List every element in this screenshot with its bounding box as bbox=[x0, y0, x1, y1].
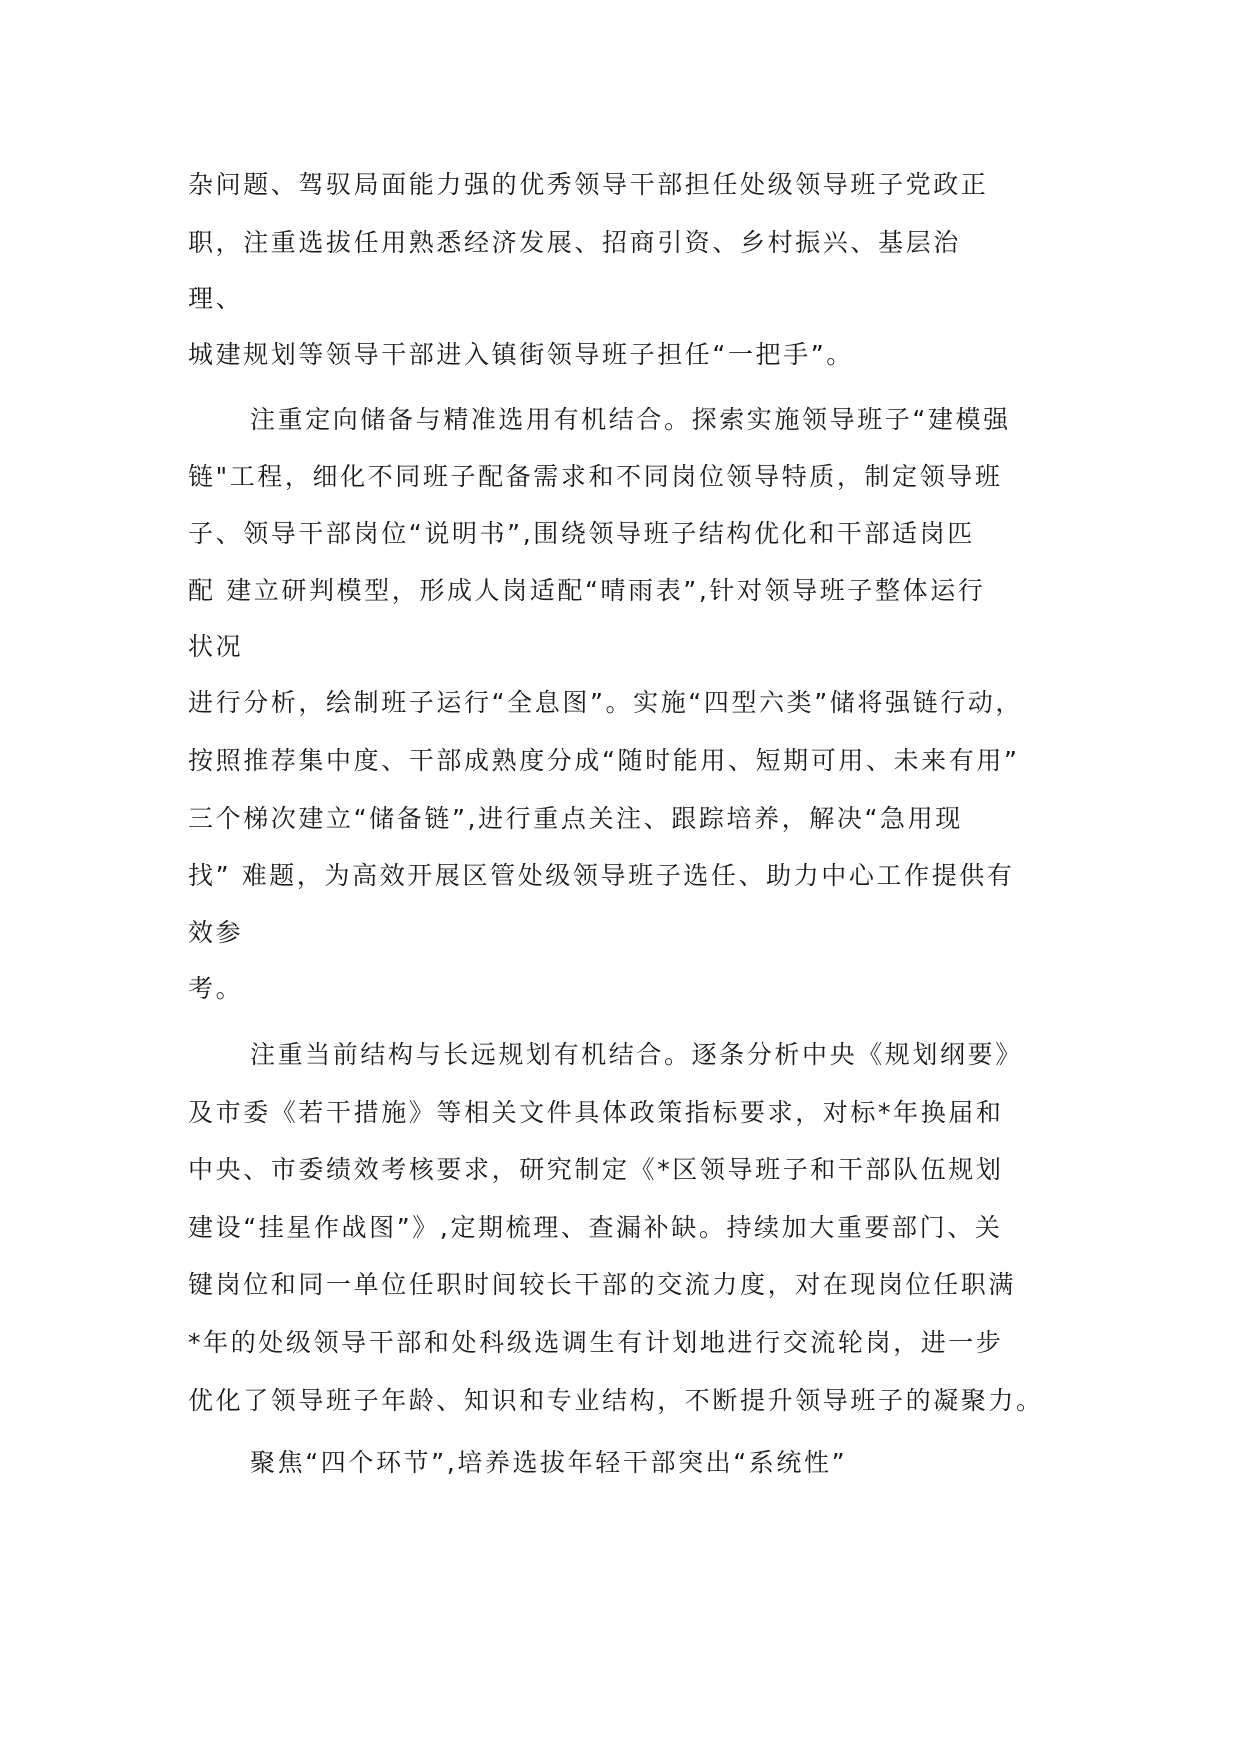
text-line: 职，注重选拔任用熟悉经济发展、招商引资、乡村振兴、基层治 bbox=[188, 228, 961, 257]
section-heading: 聚焦“四个环节”,培养选拔年轻干部突出“系统性” bbox=[250, 1448, 848, 1477]
text-line: 中央、市委绩效考核要求，研究制定《*区领导班子和干部队伍规划 bbox=[188, 1155, 1004, 1184]
text-line: 杂问题、驾驭局面能力强的优秀领导干部担任处级领导班子党政正 bbox=[188, 170, 989, 199]
text-line: 理、 bbox=[188, 284, 244, 313]
text-line: 链"工程，细化不同班子配备需求和不同岗位领导特质，制定领导班 bbox=[188, 462, 1003, 491]
paragraph-first-line: 注重定向储备与精准选用有机结合。探索实施领导班子“建模强 bbox=[250, 405, 1011, 434]
text-line: 三个梯次建立“储备链”,进行重点关注、跟踪培养，解决“急用现 bbox=[188, 804, 963, 833]
text-line: 及市委《若干措施》等相关文件具体政策指标要求，对标*年换届和 bbox=[188, 1098, 1004, 1127]
text-line: 子、领导干部岗位“说明书”,围绕领导班子结构优化和干部适岗匹 bbox=[188, 519, 975, 548]
text-line: 城建规划等领导干部进入镇街领导班子担任“一把手”。 bbox=[188, 340, 854, 369]
text-line: 效参 bbox=[188, 918, 244, 947]
text-line: 按照推荐集中度、干部成熟度分成“随时能用、短期可用、未来有用” bbox=[188, 746, 1020, 775]
text-line: 建设“挂星作战图”》,定期梳理、查漏补缺。持续加大重要部门、关 bbox=[188, 1213, 1003, 1242]
text-line: 考。 bbox=[188, 974, 244, 1003]
text-line: 找” 难题，为高效开展区管处级领导班子选任、助力中心工作提供有 bbox=[188, 861, 1015, 890]
text-line: 状况 bbox=[188, 632, 244, 661]
text-line: *年的处级领导干部和处科级选调生有计划地进行交流轮岗，进一步 bbox=[188, 1328, 1004, 1357]
text-line: 优化了领导班子年龄、知识和专业结构，不断提升领导班子的凝聚力。 bbox=[188, 1386, 1044, 1415]
paragraph-first-line: 注重当前结构与长远规划有机结合。逐条分析中央《规划纲要》 bbox=[250, 1040, 1023, 1069]
text-line: 进行分析，绘制班子运行“全息图”。实施“四型六类”储将强链行动， bbox=[188, 688, 1024, 717]
text-line: 键岗位和同一单位任职时间较长干部的交流力度，对在现岗位任职满 bbox=[188, 1270, 1017, 1299]
text-line: 配 建立研判模型，形成人岗适配“晴雨表”,针对领导班子整体运行 bbox=[188, 576, 986, 605]
